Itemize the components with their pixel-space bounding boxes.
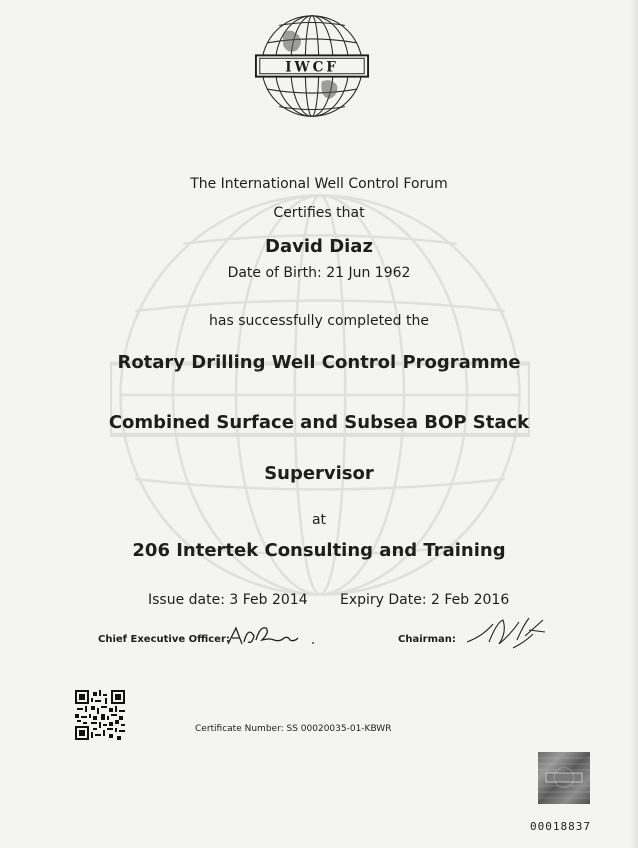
issuer-name: The International Well Control Forum — [190, 176, 448, 192]
chairman-signature — [463, 612, 548, 654]
expiry-date: Expiry Date: 2 Feb 2016 — [340, 592, 510, 608]
security-hologram — [538, 752, 590, 804]
qr-code — [75, 690, 125, 740]
bop-stack-type: Combined Surface and Subsea BOP Stack — [108, 412, 530, 433]
certificate-number: Certificate Number: SS 00020035-01-KBWR — [195, 724, 392, 734]
logo-text: IWCF — [285, 59, 339, 76]
holder-name: David Diaz — [265, 236, 373, 257]
serial-number: 00018837 — [530, 820, 591, 833]
certifies-text: Certifies that — [273, 205, 365, 221]
page-edge-shadow — [630, 0, 638, 848]
iwcf-logo — [254, 8, 370, 124]
training-centre: 206 Intertek Consulting and Training — [132, 540, 506, 561]
issue-date: Issue date: 3 Feb 2014 — [148, 592, 308, 608]
certificate-level: Supervisor — [264, 463, 374, 484]
completed-text: has successfully completed the — [209, 313, 429, 329]
at-text: at — [311, 512, 327, 528]
ceo-label: Chief Executive Officer: — [98, 634, 230, 645]
programme-title: Rotary Drilling Well Control Programme — [117, 352, 521, 373]
date-of-birth: Date of Birth: 21 Jun 1962 — [227, 265, 411, 281]
chairman-label: Chairman: — [398, 634, 456, 645]
hologram-pattern-icon — [538, 752, 590, 804]
ceo-signature — [222, 618, 322, 654]
